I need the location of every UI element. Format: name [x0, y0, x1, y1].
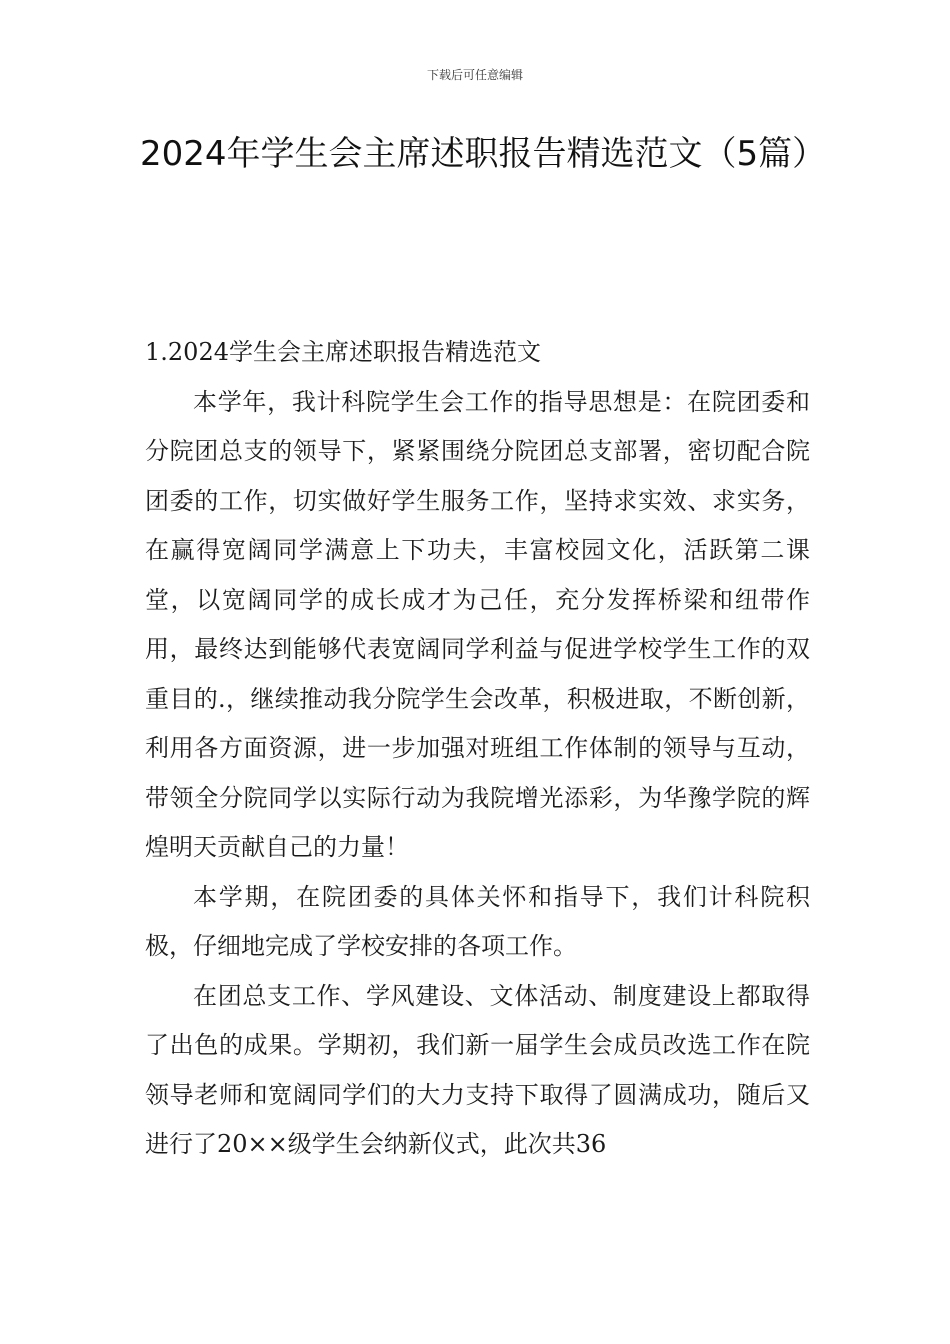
- document-body: [145, 328, 810, 1170]
- header-note: 下载后可任意编辑: [426, 68, 523, 82]
- paragraph: 本学期，在院团委的具体关怀和指导下，我们计科院积极，仔细地完成了学校安排的各项工作。: [145, 882, 810, 960]
- document-title: 2024年学生会主席述职报告精选范文（5篇）: [140, 134, 827, 174]
- paragraph: 在团总支工作、学风建设、文体活动、制度建设上都取得了出色的成果。学期初，我们新一届学生会成员改选工作在院领导老师和宽阔同学们的大力支持下取得了圆满成功，随后又进行了20××级学生会纳新仪式，此次共36: [145, 981, 810, 1158]
- paragraph: 本学年，我计科院学生会工作的指导思想是：在院团委和分院团总支的领导下，紧紧围绕分院团总支部署，密切配合院团委的工作，切实做好学生服务工作，坚持求实效、求实务，在赢得宽阔同学满意上下功夫，丰富校园文化，活跃第二课堂，以宽阔同学的成长成才为己任，充分发挥桥梁和纽带作用，最终达到能够代表宽阔同学利益与促进学校学生工作的双重目的.，继续推动我分院学生会改革，积极进取，不断创新，利用各方面资源，进一步加强对班组工作体制的领导与互动，带领全分院同学以实际行动为我院增光添彩，为华豫学院的辉煌明天贡献自己的力量！: [145, 387, 810, 861]
- section-heading: 1.2024学生会主席述职报告精选范文: [145, 338, 541, 366]
